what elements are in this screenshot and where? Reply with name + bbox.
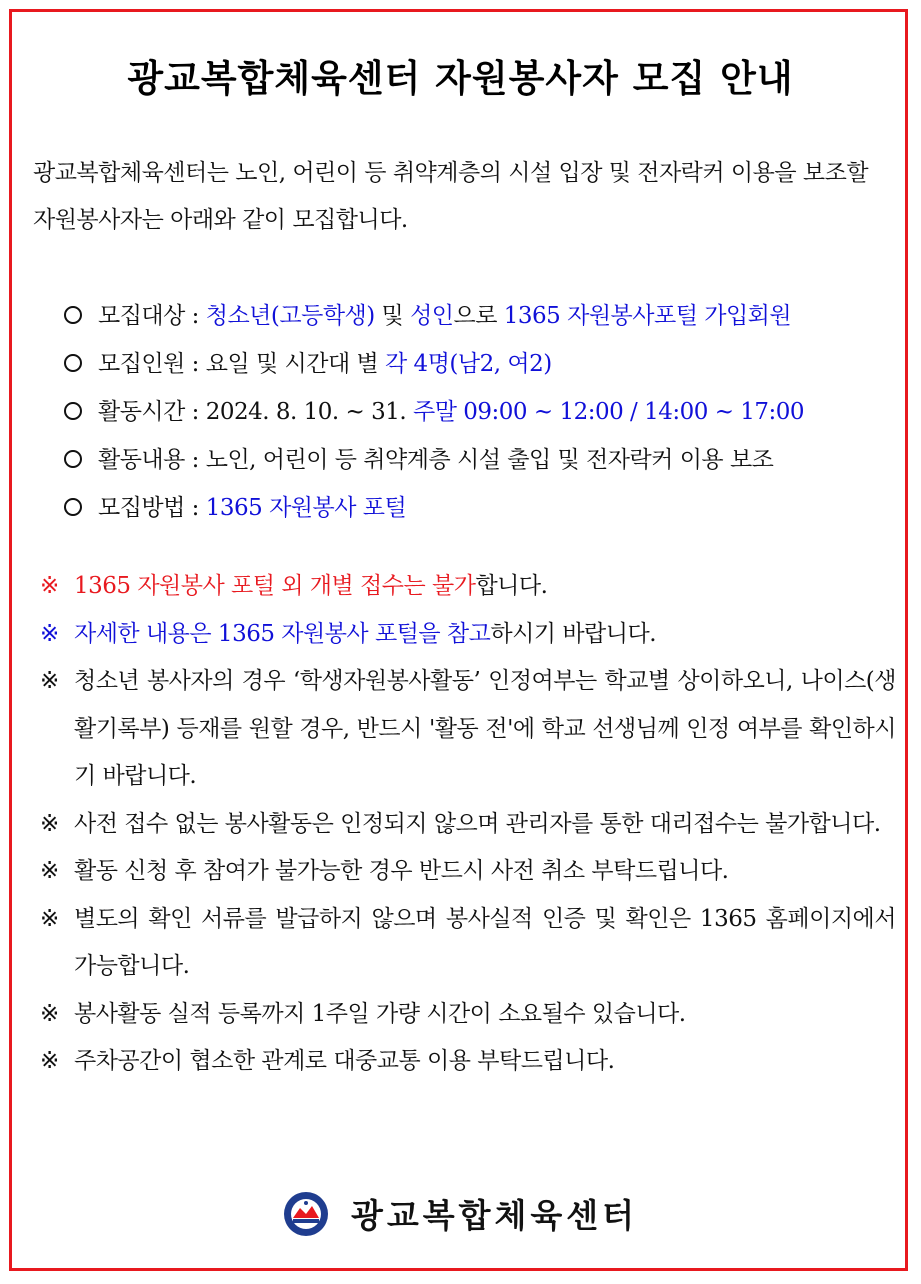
note-mark: ※ — [40, 620, 59, 647]
detail-value: 2024. 8. 10. ~ 31. — [205, 399, 414, 425]
note-item — [40, 991, 896, 1039]
note-highlight: 자세한 내용은 1365 자원봉사 포털을 참고 — [74, 620, 491, 647]
detail-count — [62, 344, 902, 392]
note-mark: ※ — [40, 858, 59, 884]
notes-list — [40, 563, 896, 1086]
detail-content — [62, 440, 902, 488]
note-item — [40, 848, 896, 896]
detail-value: 청소년(고등학생) — [205, 303, 375, 329]
note-text: 별도의 확인 서류를 발급하지 않으며 봉사실적 인증 및 확인은 1365 홈페이지에서 가능합니다. — [74, 905, 896, 979]
detail-label: 활동시간 : — [98, 399, 199, 425]
note-item — [40, 896, 896, 991]
circle-bullet-icon — [64, 402, 82, 420]
detail-method — [62, 488, 902, 536]
circle-bullet-icon — [64, 306, 82, 324]
note-text: 하시기 바랍니다. — [490, 620, 657, 647]
detail-value: 1365 자원봉사 포털 — [205, 495, 407, 521]
circle-bullet-icon — [64, 354, 82, 372]
detail-value: 으로 — [453, 303, 504, 329]
detail-label: 모집대상 : — [98, 303, 199, 329]
note-mark: ※ — [40, 810, 59, 837]
note-text: 청소년 봉사자의 경우 ‘학생자원봉사활동’ 인정여부는 학교별 상이하오니, 나이스(생활기록부) 등재를 원할 경우, 반드시 '활동 전'에 학교 선생님께 인정 여부를 확인하시기 바랍니다. — [74, 668, 896, 789]
note-mark: ※ — [40, 1000, 59, 1027]
center-logo-icon — [283, 1191, 329, 1237]
page-title: 광교복합체육센터 자원봉사자 모집 안내 — [127, 57, 794, 100]
note-text: 봉사활동 실적 등록까지 1주일 가량 시간이 소요될수 있습니다. — [74, 1000, 686, 1027]
detail-value: 주말 09:00 ~ 12:00 / 14:00 ~ 17:00 — [413, 399, 805, 425]
note-mark: ※ — [40, 1048, 59, 1074]
footer — [0, 1190, 921, 1237]
detail-value: 성인 — [410, 303, 454, 329]
note-highlight: 1365 자원봉사 포털 외 개별 접수는 불가 — [74, 573, 476, 599]
note-mark: ※ — [40, 668, 59, 694]
detail-value: 요일 및 시간대 별 — [205, 351, 386, 377]
note-item — [40, 563, 896, 611]
circle-bullet-icon — [64, 450, 82, 468]
note-text: 합니다. — [475, 573, 548, 599]
note-mark: ※ — [40, 573, 59, 599]
note-text: 활동 신청 후 참여가 불가능한 경우 반드시 사전 취소 부탁드립니다. — [74, 858, 729, 884]
detail-label: 모집인원 : — [98, 351, 199, 377]
note-item — [40, 658, 896, 801]
detail-value: 및 — [374, 303, 411, 329]
note-item — [40, 611, 896, 659]
detail-time — [62, 392, 902, 440]
detail-label: 활동내용 : — [98, 447, 199, 473]
note-item — [40, 1038, 896, 1086]
intro-paragraph: 광교복합체육센터는 노인, 어린이 등 취약계층의 시설 입장 및 전자락커 이용을 보조할 자원봉사자는 아래와 같이 모집합니다. — [33, 160, 869, 233]
detail-value: 노인, 어린이 등 취약계층 시설 출입 및 전자락커 이용 보조 — [205, 447, 774, 473]
note-text: 사전 접수 없는 봉사활동은 인정되지 않으며 관리자를 통한 대리접수는 불가합니다. — [74, 810, 881, 837]
detail-target — [62, 296, 902, 344]
circle-bullet-icon — [64, 498, 82, 516]
note-text: 주차공간이 협소한 관계로 대중교통 이용 부탁드립니다. — [74, 1048, 615, 1074]
recruitment-details — [62, 296, 902, 536]
detail-label: 모집방법 : — [98, 495, 199, 521]
note-mark: ※ — [40, 905, 59, 932]
note-item — [40, 801, 896, 849]
detail-value: 1365 자원봉사포털 가입회원 — [503, 303, 792, 329]
detail-value: 각 4명(남2, 여2) — [385, 351, 552, 377]
center-name: 광교복합체육센터 — [350, 1196, 639, 1235]
